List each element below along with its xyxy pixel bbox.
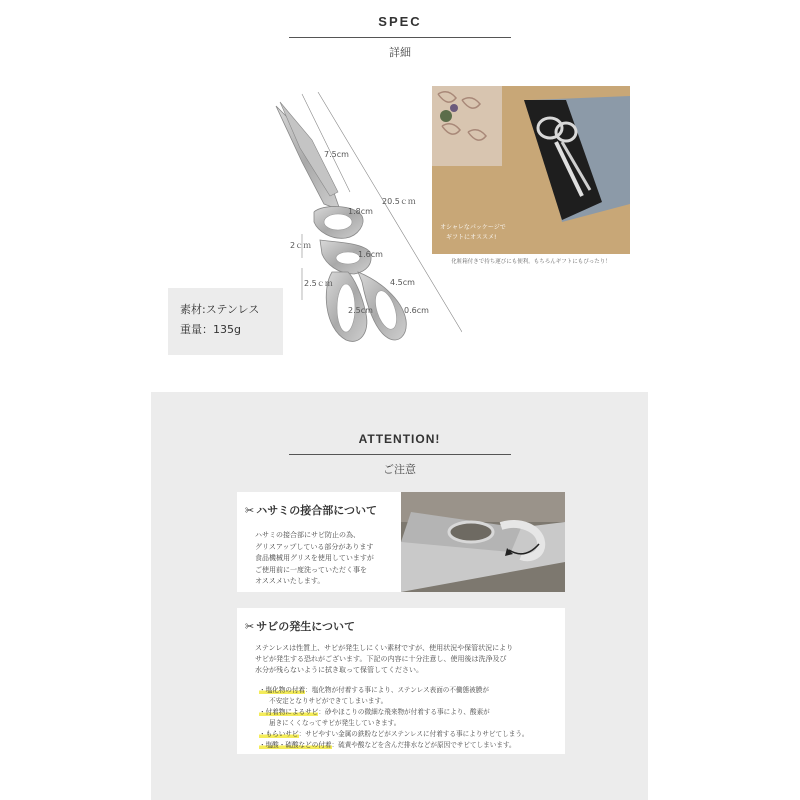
bullet-chloride-cont: 不安定となりサビができてしまいます。 [269, 697, 388, 705]
dim-opening: 2ｃｍ [290, 241, 312, 250]
rust-card [237, 608, 565, 754]
dim-tip: 0.6cm [404, 306, 429, 315]
bullet-deposit-cont: 届きにくくなってサビが発生していきます。 [269, 719, 401, 727]
dim-ring-top: 1.8cm [348, 207, 373, 216]
rust-line: 水分が残らないように拭き取って保管してください。 [255, 666, 423, 674]
bullet-key: ・塩酸・硫酸などの付着 [259, 741, 332, 749]
package-note-1: オシャレなパッケージで [440, 224, 506, 231]
package-photo [432, 86, 630, 254]
joint-line: 食品機械用グリスを使用していますが [255, 554, 374, 562]
bullet-text: ：硫黄や酸などを含んだ排水などが原因でサビてしまいます。 [331, 741, 516, 749]
spec-subtitle: 詳細 [389, 46, 411, 59]
joint-heading-text: ハサミの接合部について [256, 504, 377, 517]
bullet-key: ・塩化物の付着 [259, 686, 306, 694]
scissors-icon: ✂ [245, 503, 255, 517]
rust-bullets [245, 685, 565, 751]
rust-line: ステンレスは性質上、サビが発生しにくい素材ですが、使用状況や保管状況により [255, 644, 514, 652]
attention-divider [289, 454, 511, 455]
attention-header [151, 432, 648, 477]
spec-info-box [168, 288, 283, 355]
attention-title: ATTENTION! [358, 432, 441, 446]
joint-line: ご使用前に一度洗っていただく事を [255, 565, 367, 574]
joint-line: グリスアップしている部分があります [255, 542, 374, 551]
spec-title: SPEC [378, 14, 422, 29]
dim-grip: 2.5ｃｍ [304, 279, 333, 288]
spec-header [0, 14, 800, 60]
bullet-key: ・付着物によるサビ [259, 708, 319, 716]
attention-panel [151, 392, 648, 800]
dim-blade-length: 7.5cm [324, 150, 349, 159]
rust-line: サビが発生する恐れがございます。下記の内容に十分注意し、使用後は洗浄及び [255, 655, 507, 663]
dim-handle-width: 2.5cm [348, 306, 373, 315]
bullet-text: ：砂やほこりの微細な飛来物が付着する事により、酸素が [318, 708, 490, 716]
photo-caption: 化粧箱付きで持ち運びにも便利。もちろんギフトにもぴったり！ [451, 259, 611, 265]
joint-body [245, 530, 405, 588]
rust-body [245, 643, 565, 676]
bullet-acid [259, 740, 565, 751]
bullet-deposit [259, 707, 565, 718]
bullet-chloride [259, 685, 565, 696]
attention-subtitle: ご注意 [383, 463, 416, 476]
rust-heading-text: サビの発生について [256, 620, 355, 633]
joint-card [237, 492, 565, 592]
joint-card-text [245, 502, 405, 588]
dim-ring-mid: 1.6cm [358, 250, 383, 259]
bullet-text: ：サビやすい金属の鉄粉などがステンレスに付着する事によりサビてしまう。 [298, 730, 529, 738]
joint-photo [401, 492, 565, 592]
package-note-2: ギフトにオススメ! [446, 234, 497, 241]
dim-handle-length: 4.5cm [390, 278, 415, 287]
dim-total-length: 20.5ｃｍ [382, 197, 416, 206]
bullet-contact-rust [259, 729, 565, 740]
weight-text: 重量：135g [180, 323, 241, 336]
rust-heading [245, 618, 565, 634]
bullet-text: ：塩化物が付着する事により、ステンレス表面の不働態被膜が [305, 686, 489, 694]
material-text: 素材:ステンレス [180, 303, 260, 316]
joint-line: オススメいたします。 [255, 577, 325, 585]
joint-heading [245, 502, 405, 518]
joint-photo-illustration [401, 492, 565, 592]
joint-line: ハサミの接合部にサビ防止の為、 [255, 531, 360, 539]
spec-divider [289, 37, 511, 38]
bullet-key: ・もらいサビ [259, 730, 299, 738]
scissors-icon: ✂ [245, 619, 255, 633]
